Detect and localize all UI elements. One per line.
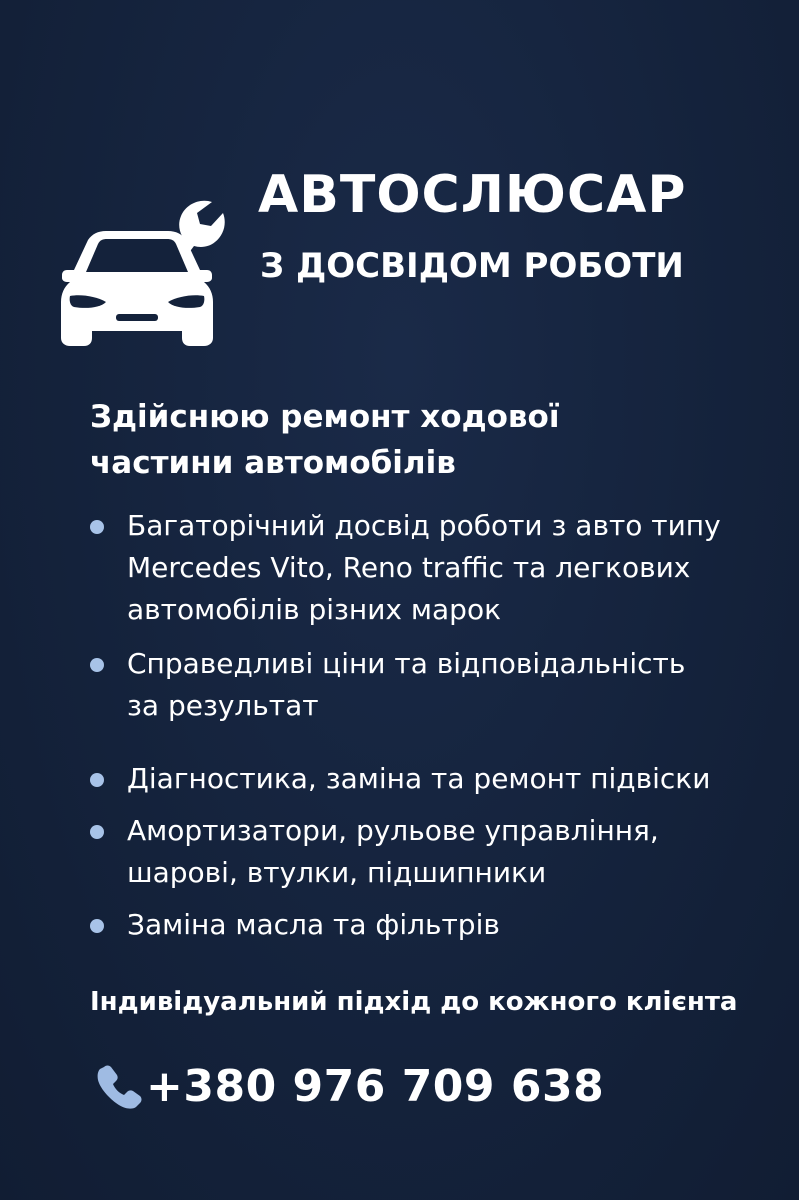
list-item-text: Справедливі ціни та відповідальність за результат bbox=[127, 647, 686, 722]
list-item-text: Діагностика, заміна та ремонт підвіски bbox=[127, 762, 711, 795]
list-item-text: Амортизатори, рульове управління, шарові, втулки, підшипники bbox=[127, 814, 659, 889]
headline-line: частини автомобілів bbox=[90, 445, 456, 481]
bullet-icon bbox=[90, 773, 104, 787]
list-item-text: Заміна масла та фільтрів bbox=[127, 908, 500, 941]
phone-icon bbox=[94, 1061, 144, 1111]
page-subtitle: З ДОСВІДОМ РОБОТИ bbox=[260, 246, 684, 286]
list-item bbox=[90, 810, 780, 894]
tagline: Індивідуальний підхід до кожного клієнта bbox=[90, 987, 738, 1017]
bullet-icon bbox=[90, 520, 104, 534]
headline bbox=[90, 394, 750, 486]
phone-number[interactable]: +380 976 709 638 bbox=[146, 1060, 605, 1112]
bullet-icon bbox=[90, 825, 104, 839]
list-item-text: Багаторічний досвід роботи з авто типу Mercedes Vito, Reno traffic та легкових автомобілів різних марок bbox=[127, 509, 721, 626]
page-title: АВТОСЛЮСАР bbox=[258, 165, 687, 225]
headline-line: Здійснюю ремонт ходової bbox=[90, 399, 560, 435]
list-item bbox=[90, 904, 780, 946]
list-item bbox=[90, 643, 780, 727]
bullet-icon bbox=[90, 658, 104, 672]
list-item bbox=[90, 758, 780, 800]
bullet-icon bbox=[90, 919, 104, 933]
list-item bbox=[90, 505, 780, 631]
phone-contact[interactable] bbox=[94, 1056, 604, 1116]
car-wrench-icon bbox=[40, 188, 240, 358]
